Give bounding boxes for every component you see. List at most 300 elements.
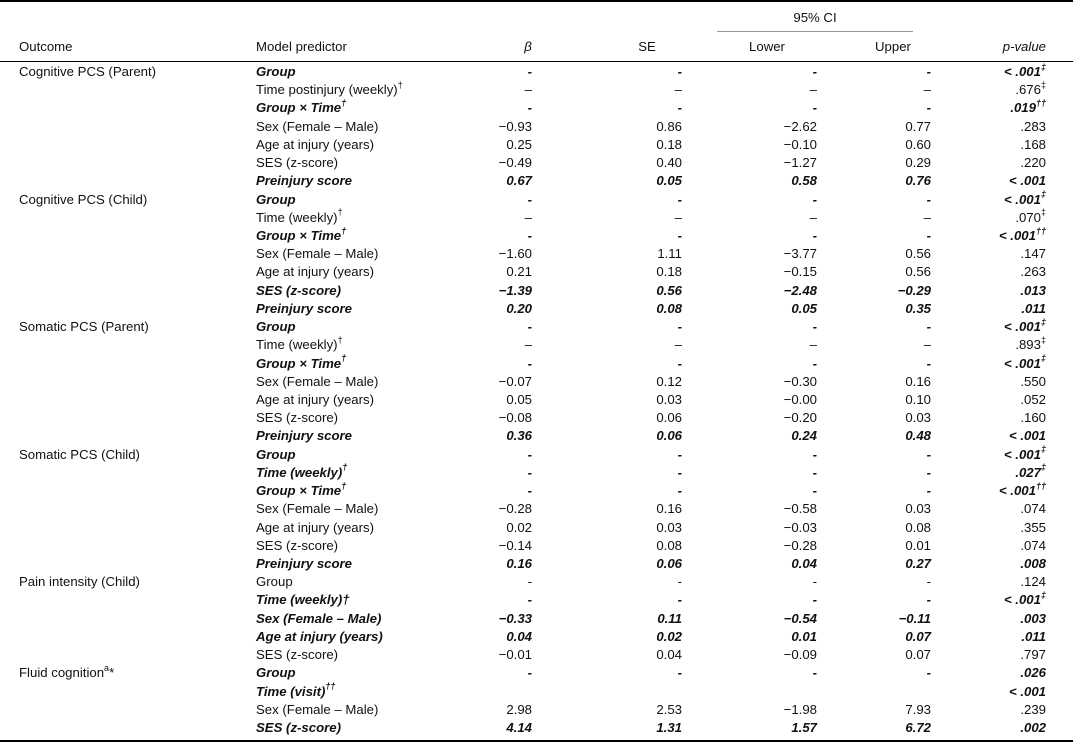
- cell-se: -: [677, 100, 682, 116]
- cell-lower: −2.62: [783, 118, 817, 134]
- cell-se: 0.40: [656, 155, 682, 171]
- cell-upper: −0.11: [898, 610, 931, 626]
- cell-beta: −0.01: [498, 647, 532, 662]
- cell-lower: –: [809, 337, 817, 353]
- predictor-text: Group: [256, 191, 296, 207]
- cell-se: 0.56: [656, 282, 682, 298]
- predictor-label: [256, 610, 381, 628]
- predictor-footnote: †: [397, 79, 403, 90]
- predictor-text: SES (z-score): [256, 155, 339, 171]
- predictor-text: Sex (Female – Male): [256, 118, 379, 134]
- predictor-label: [256, 646, 338, 664]
- cell-lower: −0.09: [783, 647, 817, 662]
- predictor-text: Age at injury (years): [256, 264, 374, 280]
- cell-p-value: [940, 482, 1046, 500]
- cell-lower: -: [812, 191, 817, 207]
- predictor-label: [256, 245, 378, 263]
- predictor-text: Preinjury score: [256, 555, 353, 571]
- p-value-text: < .001: [1003, 355, 1041, 371]
- predictor-label: [256, 118, 378, 136]
- p-value-text: .019: [1010, 100, 1036, 116]
- predictor-text: Preinjury score: [256, 173, 353, 189]
- predictor-label: [256, 464, 347, 482]
- p-value-text: .168: [1020, 136, 1046, 152]
- cell-se: –: [674, 337, 682, 353]
- predictor-footnote: †: [341, 225, 347, 236]
- cell-p-value: [940, 409, 1046, 427]
- cell-se: -: [677, 464, 682, 480]
- cell-upper: -: [926, 319, 931, 335]
- cell-p-value: [940, 719, 1046, 737]
- p-value-footnote: ‡: [1040, 462, 1046, 473]
- cell-se: –: [674, 82, 682, 98]
- predictor-text: SES (z-score): [256, 410, 339, 426]
- cell-upper: 0.56: [905, 264, 931, 280]
- cell-upper: -: [926, 64, 931, 79]
- cell-p-value: [940, 336, 1046, 354]
- cell-upper: 0.07: [905, 647, 931, 662]
- cell-upper: 0.35: [905, 300, 931, 316]
- cell-p-value: [940, 610, 1046, 628]
- cell-lower: -: [812, 446, 817, 462]
- p-value-footnote: ††: [1035, 225, 1046, 236]
- predictor-text: Age at injury (years): [256, 392, 374, 407]
- predictor-label: [256, 336, 343, 354]
- p-value-text: < .001: [1003, 446, 1041, 462]
- predictor-label: [256, 482, 346, 500]
- predictor-footnote: †: [341, 480, 347, 491]
- cell-lower: –: [809, 82, 817, 98]
- predictor-label: [256, 519, 374, 537]
- cell-se: -: [677, 483, 682, 499]
- cell-se: -: [677, 446, 682, 462]
- predictor-footnote: †: [337, 207, 343, 218]
- cell-beta: 0.67: [506, 173, 532, 189]
- outcome-label: [19, 191, 147, 209]
- cell-upper: 0.16: [905, 373, 931, 389]
- cell-lower: −0.03: [783, 519, 817, 535]
- cell-beta: -: [527, 191, 532, 207]
- predictor-text: SES (z-score): [256, 537, 339, 553]
- predictor-text: Group: [256, 665, 296, 681]
- p-value-text: .239: [1020, 701, 1046, 717]
- predictor-label: [256, 591, 350, 609]
- p-value-text: .074: [1020, 537, 1046, 553]
- p-value-footnote: ‡: [1040, 444, 1046, 455]
- outcome-label: [19, 63, 156, 81]
- p-value-footnote: ‡: [1040, 334, 1046, 345]
- cell-lower: −2.48: [783, 282, 817, 298]
- cell-p-value: [940, 81, 1046, 99]
- p-value-text: .013: [1020, 282, 1046, 298]
- p-value-footnote: ††: [1035, 98, 1046, 108]
- cell-upper: 0.08: [905, 519, 931, 535]
- cell-beta: 0.16: [506, 555, 532, 571]
- cell-beta: –: [524, 337, 532, 353]
- cell-beta: 0.36: [506, 428, 532, 444]
- cell-lower: 0.04: [791, 555, 817, 571]
- cell-p-value: [940, 191, 1046, 209]
- cell-lower: –: [809, 209, 817, 225]
- predictor-label: [256, 409, 338, 427]
- predictor-label: [256, 300, 352, 318]
- predictor-text: Group: [256, 319, 296, 335]
- predictor-label: [256, 719, 341, 737]
- outcome-label: [19, 446, 140, 464]
- cell-se: 0.08: [656, 537, 682, 553]
- predictor-label: [256, 136, 374, 154]
- table-top-rule: [0, 0, 1073, 2]
- cell-upper: –: [923, 209, 931, 225]
- cell-p-value: [940, 245, 1046, 263]
- cell-upper: –: [923, 337, 931, 353]
- predictor-label: [256, 81, 403, 99]
- cell-p-value: [940, 118, 1046, 136]
- p-value-text: < .001: [1008, 428, 1046, 444]
- cell-upper: -: [926, 100, 931, 116]
- p-value-text: .003: [1020, 610, 1046, 626]
- cell-upper: -: [926, 464, 931, 480]
- cell-beta: -: [527, 319, 532, 335]
- predictor-label: [256, 628, 383, 646]
- predictor-text: Group × Time: [256, 355, 342, 371]
- predictor-label: [256, 427, 352, 445]
- cell-lower: -: [812, 464, 817, 480]
- cell-beta: 0.21: [506, 264, 532, 280]
- cell-beta: −1.60: [498, 246, 532, 262]
- cell-se: -: [677, 64, 682, 79]
- p-value-text: < .001: [1003, 64, 1041, 79]
- cell-p-value: [940, 573, 1046, 591]
- p-value-text: < .001: [1003, 319, 1041, 335]
- p-value-footnote: ††: [1035, 480, 1046, 491]
- p-value-text: .220: [1020, 155, 1046, 171]
- cell-p-value: [940, 683, 1046, 701]
- p-value-footnote: ‡: [1040, 79, 1046, 90]
- cell-p-value: [940, 282, 1046, 300]
- predictor-footnote: †: [337, 334, 343, 345]
- cell-upper: 7.93: [905, 701, 931, 717]
- cell-se: -: [677, 191, 682, 207]
- predictor-label: [256, 373, 378, 391]
- predictor-label: [256, 701, 378, 719]
- p-value-text: .147: [1020, 246, 1046, 262]
- cell-upper: -: [926, 191, 931, 207]
- predictor-label: [256, 263, 374, 281]
- predictor-text: Time (weekly): [256, 337, 338, 353]
- cell-p-value: [940, 446, 1046, 464]
- p-value-text: < .001: [1003, 191, 1041, 207]
- predictor-label: [256, 573, 293, 591]
- predictor-footnote: †: [342, 462, 348, 473]
- predictor-label: [256, 99, 346, 117]
- cell-upper: –: [923, 82, 931, 98]
- cell-se: -: [677, 228, 682, 243]
- predictor-text: Age at injury (years): [256, 519, 374, 535]
- p-value-text: .052: [1020, 392, 1046, 407]
- cell-lower: −1.27: [783, 155, 817, 171]
- cell-p-value: [940, 537, 1046, 555]
- p-value-text: < .001: [998, 228, 1036, 243]
- cell-upper: 0.48: [905, 428, 931, 444]
- predictor-label: [256, 446, 296, 464]
- cell-upper: -: [926, 592, 931, 608]
- ci-group-header: 95% CI: [793, 10, 837, 25]
- cell-beta: 0.02: [506, 519, 532, 535]
- predictor-label: [256, 537, 338, 555]
- cell-p-value: [940, 427, 1046, 445]
- header-p-value: p-value: [1002, 39, 1046, 54]
- cell-se: 0.86: [656, 118, 682, 134]
- cell-lower: 0.05: [791, 300, 817, 316]
- cell-upper: −0.29: [897, 282, 931, 298]
- cell-se: 0.03: [656, 392, 682, 407]
- cell-p-value: [940, 373, 1046, 391]
- cell-p-value: [940, 172, 1046, 190]
- predictor-text: Preinjury score: [256, 428, 353, 444]
- predictor-text: Time (weekly): [256, 464, 343, 480]
- p-value-text: .124: [1020, 574, 1046, 590]
- cell-lower: -: [812, 574, 817, 590]
- cell-beta: -: [527, 665, 532, 681]
- cell-p-value: [940, 99, 1046, 117]
- cell-beta: –: [524, 209, 532, 225]
- cell-se: -: [677, 574, 682, 590]
- cell-beta: –: [524, 82, 532, 98]
- cell-beta: −0.08: [498, 410, 532, 426]
- predictor-text: Group × Time: [256, 228, 342, 243]
- p-value-footnote: ‡: [1040, 189, 1046, 200]
- cell-beta: −0.33: [498, 610, 532, 626]
- p-value-text: .355: [1020, 519, 1046, 535]
- cell-se: 1.31: [656, 719, 682, 735]
- cell-beta: -: [527, 64, 532, 79]
- cell-beta: -: [527, 100, 532, 116]
- cell-beta: 0.04: [506, 628, 532, 644]
- cell-upper: 0.01: [905, 537, 931, 553]
- table-bottom-rule: [0, 740, 1073, 742]
- cell-beta: -: [527, 228, 532, 243]
- cell-se: 0.06: [656, 428, 682, 444]
- predictor-label: [256, 154, 338, 172]
- cell-upper: 0.29: [905, 155, 931, 171]
- cell-beta: 4.14: [506, 719, 532, 735]
- predictor-text: Age at injury (years): [256, 136, 374, 152]
- cell-lower: -: [812, 100, 817, 116]
- outcome-label: [19, 573, 140, 591]
- predictor-text: SES (z-score): [256, 647, 339, 662]
- predictor-label: [256, 683, 335, 701]
- cell-p-value: [940, 555, 1046, 573]
- cell-upper: 0.27: [905, 555, 931, 571]
- cell-lower: -: [812, 355, 817, 371]
- cell-p-value: [940, 464, 1046, 482]
- cell-beta: −1.39: [498, 282, 532, 298]
- header-se: SE: [638, 39, 656, 54]
- cell-lower: −0.20: [783, 410, 817, 426]
- cell-beta: −0.14: [498, 537, 532, 553]
- p-value-footnote: ‡: [1040, 207, 1046, 218]
- cell-upper: -: [926, 574, 931, 590]
- predictor-label: [256, 318, 296, 336]
- predictor-label: [256, 172, 352, 190]
- outcome-suffix: *: [109, 665, 115, 681]
- cell-beta: -: [527, 483, 532, 499]
- cell-upper: -: [926, 228, 931, 243]
- predictor-label: [256, 555, 352, 573]
- cell-beta: -: [527, 464, 532, 480]
- predictor-text: SES (z-score): [256, 719, 342, 735]
- cell-se: –: [674, 209, 682, 225]
- cell-p-value: [940, 646, 1046, 664]
- cell-p-value: [940, 591, 1046, 609]
- cell-se: 0.18: [656, 136, 682, 152]
- cell-upper: 0.60: [905, 136, 931, 152]
- cell-lower: −3.77: [783, 246, 817, 262]
- p-value-text: < .001: [998, 483, 1036, 499]
- outcome-text: Somatic PCS (Child): [19, 446, 140, 462]
- p-value-text: < .001: [1008, 173, 1046, 189]
- predictor-text: Age at injury (years): [256, 628, 383, 644]
- cell-lower: 0.24: [791, 428, 817, 444]
- p-value-text: .026: [1020, 665, 1046, 681]
- header-outcome: Outcome: [19, 39, 73, 54]
- cell-upper: 0.10: [905, 392, 931, 407]
- cell-beta: −0.07: [498, 373, 532, 389]
- predictor-label: [256, 227, 346, 245]
- p-value-text: .676: [1015, 82, 1041, 98]
- cell-se: 0.11: [657, 610, 682, 626]
- outcome-text: Cognitive PCS (Parent): [19, 64, 157, 79]
- p-value-text: .011: [1021, 300, 1046, 316]
- header-predictor: Model predictor: [256, 39, 347, 54]
- outcome-text: Fluid cognition: [19, 665, 105, 681]
- predictor-text: Sex (Female – Male): [256, 701, 379, 717]
- cell-beta: -: [527, 592, 532, 608]
- predictor-footnote: †: [341, 98, 347, 108]
- cell-se: 0.06: [656, 555, 682, 571]
- header-rule: [0, 61, 1073, 62]
- p-value-text: < .001: [1003, 592, 1041, 608]
- p-value-text: .893: [1015, 337, 1041, 353]
- outcome-text: Pain intensity (Child): [19, 574, 140, 590]
- predictor-label: [256, 282, 341, 300]
- cell-se: 0.02: [656, 628, 682, 644]
- p-value-footnote: ‡: [1040, 590, 1046, 600]
- cell-beta: -: [527, 574, 532, 590]
- cell-lower: -: [812, 483, 817, 499]
- predictor-label: [256, 355, 346, 373]
- outcome-footnote: a: [104, 662, 110, 673]
- cell-lower: −0.30: [783, 373, 817, 389]
- cell-lower: −0.00: [783, 392, 817, 407]
- p-value-text: .283: [1020, 118, 1046, 134]
- cell-upper: 0.76: [905, 173, 931, 189]
- p-value-text: .160: [1020, 410, 1046, 426]
- predictor-text: Group × Time: [256, 483, 342, 499]
- cell-p-value: [940, 519, 1046, 537]
- outcome-label: [19, 318, 149, 336]
- predictor-text: Time (visit): [256, 683, 326, 699]
- p-value-footnote: ‡: [1040, 353, 1046, 364]
- p-value-text: .070: [1015, 209, 1041, 225]
- cell-beta: −0.28: [498, 501, 532, 517]
- p-value-text: .002: [1020, 719, 1046, 735]
- cell-beta: 0.20: [506, 300, 532, 316]
- cell-upper: 6.72: [905, 719, 931, 735]
- cell-se: 0.08: [656, 300, 682, 316]
- predictor-text: SES (z-score): [256, 282, 342, 298]
- cell-lower: −0.54: [783, 610, 817, 626]
- cell-p-value: [940, 318, 1046, 336]
- predictor-text: Time (weekly)†: [256, 592, 350, 608]
- predictor-text: Time (weekly): [256, 209, 338, 225]
- cell-lower: -: [812, 228, 817, 243]
- cell-beta: −0.49: [498, 155, 532, 171]
- cell-lower: -: [812, 592, 817, 608]
- predictor-footnote: †: [341, 353, 347, 364]
- predictor-text: Sex (Female – Male): [256, 501, 379, 517]
- p-value-footnote: ‡: [1040, 61, 1046, 72]
- p-value-text: .011: [1021, 628, 1046, 644]
- predictor-text: Time postinjury (weekly): [256, 82, 398, 98]
- cell-lower: 1.57: [791, 719, 817, 735]
- cell-se: 0.03: [656, 519, 682, 535]
- cell-p-value: [940, 154, 1046, 172]
- header-beta: β: [524, 39, 532, 54]
- predictor-text: Sex (Female – Male): [256, 610, 382, 626]
- predictor-label: [256, 191, 296, 209]
- cell-se: 0.06: [656, 410, 682, 426]
- cell-beta: 2.98: [506, 701, 532, 717]
- cell-p-value: [940, 136, 1046, 154]
- cell-p-value: [940, 391, 1046, 409]
- header-lower: Lower: [749, 39, 785, 54]
- ci-group-rule: [717, 31, 913, 32]
- cell-beta: 0.05: [506, 392, 532, 407]
- p-value-text: .074: [1020, 501, 1046, 517]
- predictor-label: [256, 500, 378, 518]
- p-value-text: .797: [1020, 647, 1046, 662]
- cell-p-value: [940, 500, 1046, 518]
- cell-p-value: [940, 209, 1046, 227]
- cell-lower: −1.98: [783, 701, 817, 717]
- cell-upper: 0.77: [905, 118, 931, 134]
- predictor-label: [256, 391, 374, 409]
- predictor-text: Sex (Female – Male): [256, 373, 379, 389]
- cell-se: 0.05: [656, 173, 682, 189]
- cell-p-value: [940, 355, 1046, 373]
- cell-upper: 0.03: [905, 501, 931, 517]
- cell-se: 0.18: [656, 264, 682, 280]
- predictor-text: Group: [256, 64, 296, 79]
- p-value-text: < .001: [1008, 683, 1046, 699]
- cell-p-value: [940, 63, 1046, 81]
- predictor-text: Group × Time: [256, 100, 342, 116]
- cell-upper: -: [926, 355, 931, 371]
- cell-beta: −0.93: [498, 118, 532, 134]
- outcome-label: [19, 664, 114, 682]
- cell-p-value: [940, 300, 1046, 318]
- cell-se: -: [677, 319, 682, 335]
- cell-upper: 0.07: [905, 628, 931, 644]
- cell-beta: -: [527, 446, 532, 462]
- cell-se: -: [677, 665, 682, 681]
- cell-p-value: [940, 664, 1046, 682]
- cell-lower: -: [812, 64, 817, 79]
- cell-se: 0.12: [656, 373, 682, 389]
- cell-p-value: [940, 628, 1046, 646]
